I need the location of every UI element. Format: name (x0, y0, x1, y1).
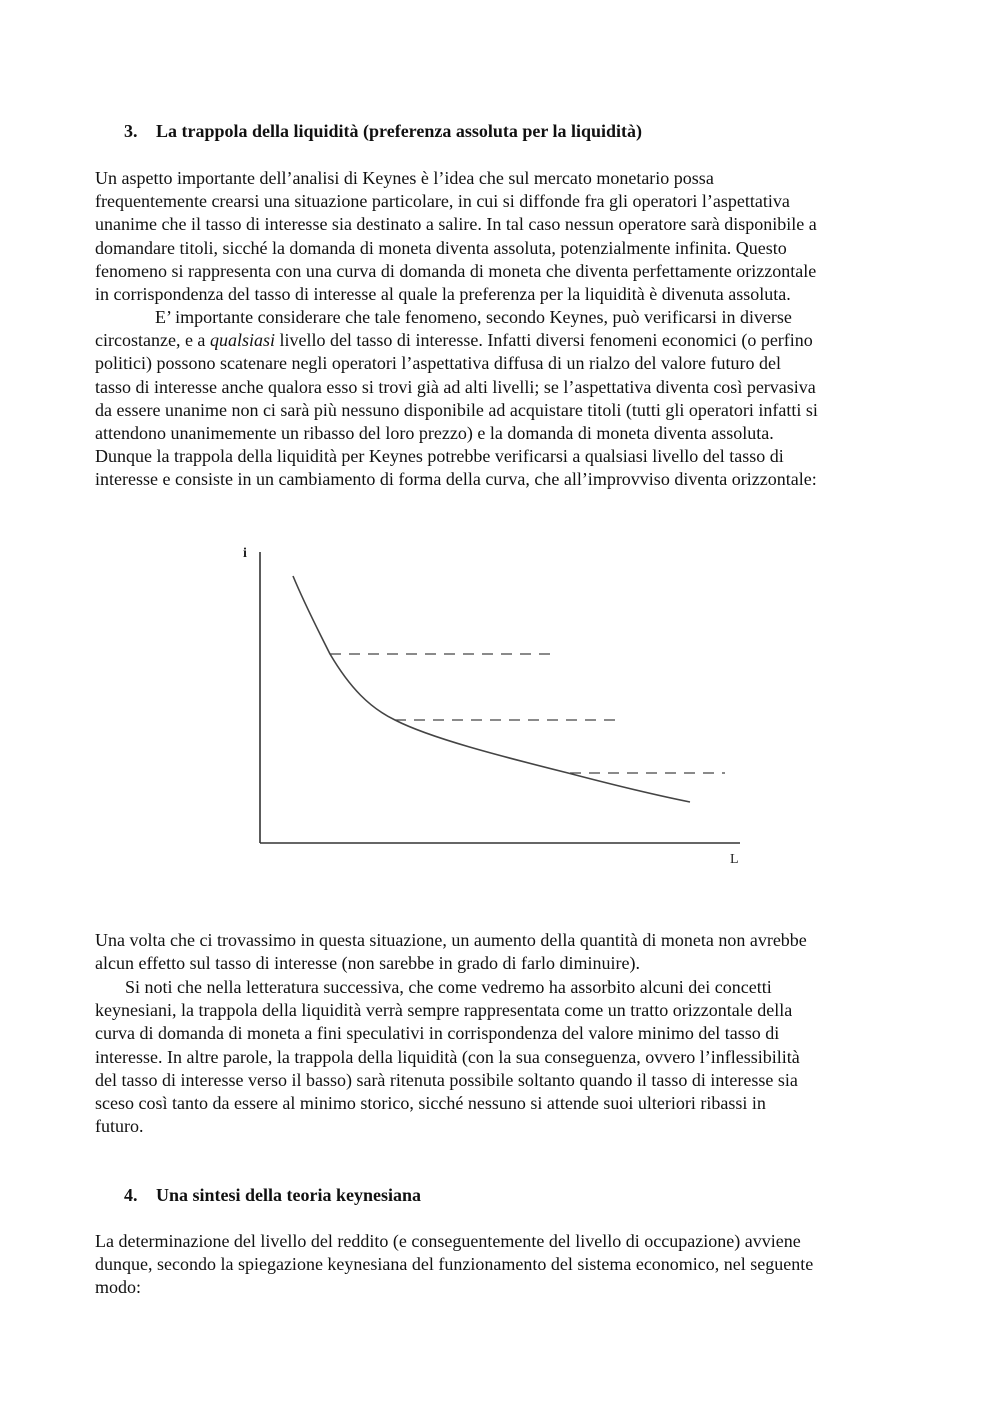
text-line: in corrispondenza del tasso di interesse al quale la preferenza per la liquidità è divenuta assoluta. (95, 284, 791, 305)
text-line: da essere unanime non ci sarà più nessuno disponibile ad acquistare titoli (tutti gli operatori infatti si (95, 399, 818, 420)
text-line: curva di domanda di moneta a fini speculativi in corrispondenza del valore minimo del tasso di (95, 1023, 780, 1044)
section-number: 3. (124, 121, 138, 141)
paragraph-4 (95, 976, 915, 1138)
section-3-heading (124, 120, 642, 143)
text-line: modo: (95, 1277, 142, 1298)
text-line: Un aspetto importante dell’analisi di Keynes è l’idea che sul mercato monetario possa (95, 168, 714, 188)
liquidity-trap-chart (0, 530, 1000, 930)
section-4-heading (124, 1184, 421, 1207)
text-line: interesse. In altre parole, la trappola della liquidità (con la sua conseguenza, ovvero l’inflessibilità (95, 1046, 800, 1067)
text-line: alcun effetto sul tasso di interesse (non sarebbe in grado di farlo diminuire). (95, 953, 641, 974)
text-line: sceso così tanto da essere al minimo storico, sicché nessuno si attende suoi ulteriori ribassi in (95, 1093, 766, 1114)
text-line: domandare titoli, sicché la domanda di moneta diventa assoluta, potenzialmente infinita. Questo (95, 237, 787, 258)
text-line: attendono unanimemente un ribasso del loro prezzo) e la domanda di moneta diventa assoluta. (95, 423, 774, 444)
text-line: unanime che il tasso di interesse sia destinato a salire. In tal caso nessun operatore sarà disponibile a (95, 214, 817, 235)
money-demand-curve (293, 576, 690, 802)
text-line: E’ importante considerare che tale fenomeno, secondo Keynes, può verificarsi in diverse (155, 307, 792, 327)
text-line: tasso di interesse anche qualora esso si trovi già ad alti livelli; se l’aspettativa diventa così pervasiva (95, 376, 816, 397)
text-segment: livello del tasso di interesse. Infatti diversi fenomeni economici (o perfino (274, 330, 813, 351)
text-line: del tasso di interesse verso il basso) sarà ritenuta possibile soltanto quando il tasso di interesse sia (95, 1069, 798, 1090)
x-axis-label: L (730, 852, 739, 867)
text-line: futuro. (95, 1116, 144, 1137)
paragraph-3 (95, 929, 915, 975)
text-line: interesse e consiste in un cambiamento di forma della curva, che all’improvviso diventa orizzontale: (95, 469, 817, 490)
text-line: dunque, secondo la spiegazione keynesiana del funzionamento del sistema economico, nel seguente (95, 1254, 814, 1275)
text-line: Dunque la trappola della liquidità per Keynes potrebbe verificarsi a qualsiasi livello del tasso di (95, 446, 784, 467)
text-segment: circostanze, e a (95, 330, 210, 351)
section-title: Una sintesi della teoria keynesiana (156, 1185, 422, 1205)
paragraph-2 (95, 306, 915, 492)
text-line: politici) possono scatenare negli operatori l’aspettativa diffusa di un rialzo del valore futuro del (95, 353, 781, 374)
text-line: La determinazione del livello del reddito (e conseguentemente del livello di occupazione) avviene (95, 1231, 801, 1251)
text-line (95, 329, 915, 352)
paragraph-1 (95, 167, 915, 306)
text-line: Si noti che nella letteratura successiva, che come vedremo ha assorbito alcuni dei concetti (125, 977, 772, 997)
text-line: frequentemente crearsi una situazione particolare, in cui si diffonde fra gli operatori l’aspettativa (95, 191, 790, 212)
paragraph-5 (95, 1230, 915, 1300)
section-number: 4. (124, 1185, 138, 1205)
section-title: La trappola della liquidità (preferenza assoluta per la liquidità) (156, 121, 643, 141)
italic-word: qualsiasi (209, 330, 275, 351)
text-line: Una volta che ci trovassimo in questa situazione, un aumento della quantità di moneta non avrebbe (95, 930, 807, 950)
text-line: keynesiani, la trappola della liquidità verrà sempre rappresentata come un tratto orizzontale della (95, 1000, 793, 1021)
text-line: fenomeno si rappresenta con una curva di domanda di moneta che diventa perfettamente orizzontale (95, 260, 817, 281)
y-axis-label: i (243, 546, 247, 561)
